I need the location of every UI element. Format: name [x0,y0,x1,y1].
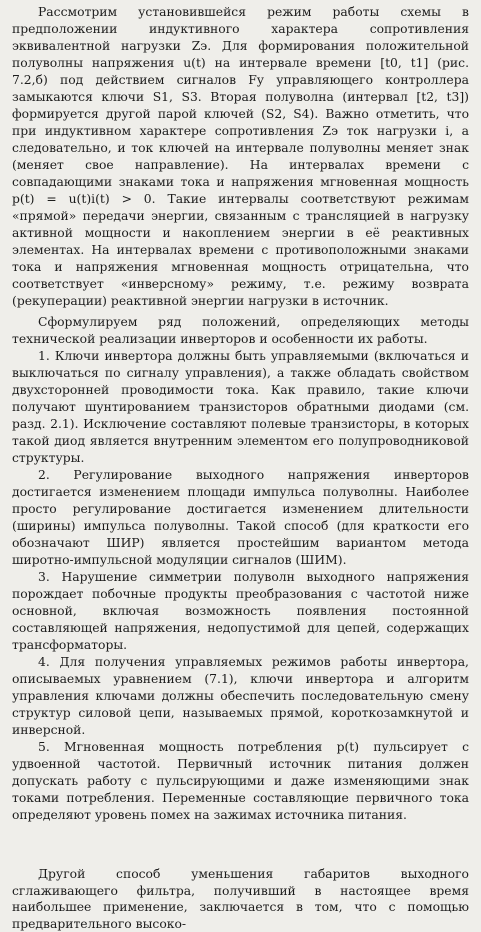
paragraph-bottom: Другой способ уменьшения габаритов выходного сглаживающего фильтра, получивший в настоящее время наибольшее применение, заключается в том, что с помощью предварительного высоко- [12,867,469,931]
bottom-section [12,866,469,932]
list-item-2: 2. Регулирование выходного напряжения инверторов достигается изменением площади импульса полуволны. Наиболее просто регулирование достигается изменением длительности (ширины) импульса полуволны. Такой способ (для краткости его обозначают ШИР) является простейшим вариантом метода широтно-импульсной модуляции сигналов (ШИМ). [12,468,469,567]
list-item-5: 5. Мгновенная мощность потребления p(t) пульсирует с удвоенной частотой. Первичный источник питания должен допускать работу с пульсирующими и даже изменяющими знак токами потребления. Переменные составляющие первичного тока определяют уровень помех на зажимах источника питания. [12,740,469,822]
list-item-4: 4. Для получения управляемых режимов работы инвертора, описываемых уравнением (7.1), ключи инвертора и алгоритм управления ключами должны обеспечить последовательную смену структур силовой цепи, называемых прямой, короткозамкнутой и инверсной. [12,655,469,737]
section-gap [12,824,469,866]
paragraph-list-intro: Сформулируем ряд положений, определяющих методы технической реализации инверторов и особенности их работы. [12,315,469,346]
list-item-3: 3. Нарушение симметрии полуволн выходного напряжения порождает побочные продукты преобразования с частотой ниже основной, включая возможность появления постоянной составляющей напряжения, недопустимой для цепей, содержащих трансформаторы. [12,570,469,652]
list-item-1: 1. Ключи инвертора должны быть управляемыми (включаться и выключаться по сигналу управления), а также обладать свойством двухсторонней проводимости тока. Как правило, такие ключи получают шунтированием транзисторов обратными диодами (см. разд. 2.1). Исключение составляют полевые транзисторы, в которых такой диод является внутренним элементом его полупроводниковой структуры. [12,349,469,465]
paragraph-intro: Рассмотрим установившейся режим работы схемы в предположении индуктивного характера сопротивления эквивалентной нагрузки Zэ. Для формирования положительной полуволны напряжения u(t) на интервале времени [t0, t1] (рис. 7.2,б) под действием сигналов Fу управляющего контроллера замыкаются ключи S1, S3. Вторая полуволна (интервал [t2, t3]) формируется другой парой ключей (S2, S4). Важно отметить, что при индуктивном характере сопротивления Zэ ток нагрузки i, а следовательно, и ток ключей на интервале полуволны меняет знак (меняет свое направление). На интервалах времени с совпадающими знаками тока и напряжения мгновенная мощность p(t) = u(t)i(t) > 0. Такие интервалы соответствуют режимам «прямой» передачи энергии, связанным с трансляцией в нагрузку активной мощности и накоплением энергии в её реактивных элементах. На интервалах времени с противоположными знаками тока и напряжения мгновенная мощность отрицательна, что соответствует «инверсному» режиму, т.е. режиму возврата (рекуперации) реактивной энергии нагрузки в источник. [12,5,469,308]
